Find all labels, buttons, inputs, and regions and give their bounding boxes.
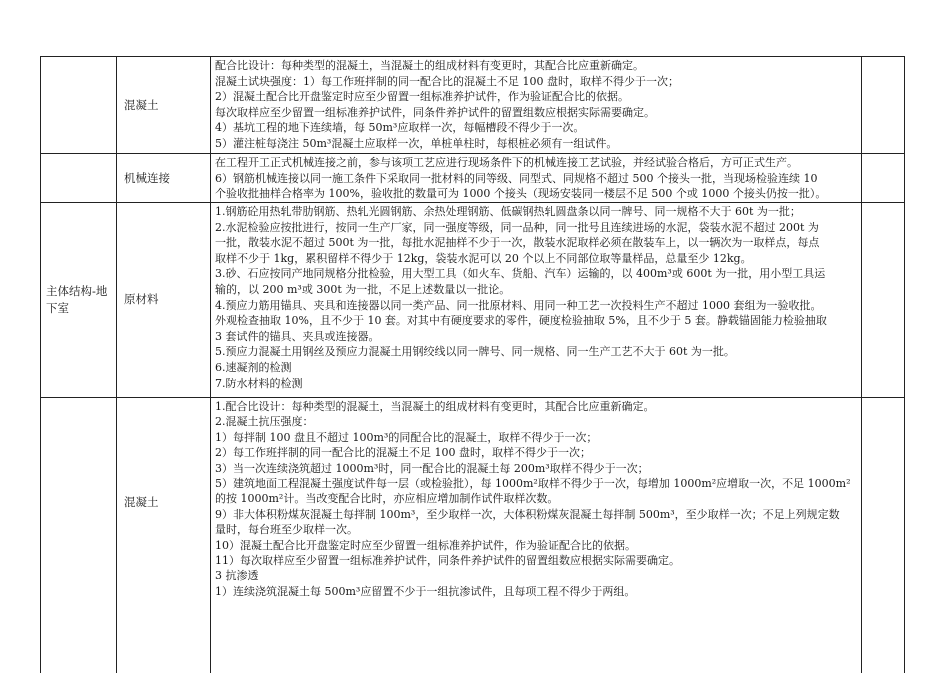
requirement-line: 一批，散装水泥不超过 500t 为一批，每批水泥抽样不少于一次，散装水泥取样必须在散装车上，以一辆次为一取样点，每点: [215, 236, 820, 250]
requirement-line: 3 套试件的锚具、夹具或连接器。: [215, 329, 380, 343]
table-row: [41, 398, 904, 673]
category-label: 混凝土: [124, 495, 159, 509]
requirement-line: 在工程开工正式机械连接之前，参与该项工艺应进行现场条件下的机械连接工艺试验，并经试验合格后，方可正式生产。: [215, 156, 798, 169]
requirement-line: 外观检查抽取 10%，且不少于 10 套。对其中有硬度要求的零件，硬度检验抽取 5%，且不少于 5 套。静载锚固能力检验抽取: [215, 314, 827, 328]
table-row: [41, 154, 904, 203]
requirement-line: 的按 1000m²计。当改变配合比时，亦应相应增加制作试件取样次数。: [215, 492, 559, 506]
requirement-line: 取样不少于 1kg，累积留样不得少于 12kg，袋装水泥可以 20 个以上不同部位取等量样品，总量至少 12kg。: [215, 251, 752, 265]
requirement-line: 输的，以 200 m³或 300t 为一批，不足上述数量以一批论。: [215, 282, 511, 296]
notes-cell: [862, 154, 902, 202]
notes-cell: [862, 57, 902, 153]
table-row: [41, 203, 904, 398]
requirement-line: 5）建筑地面工程混凝土强度试件每一层（或检验批），每 1000m²取样不得少于一次，每增加 1000m²应增取一次，不足 1000m²: [215, 477, 851, 491]
requirement-line: 配合比设计：每种类型的混凝土，当混凝土的组成材料有变更时，其配合比应重新确定。: [215, 59, 644, 72]
requirement-line: 6.速凝剂的检测: [215, 360, 292, 374]
requirement-line: 每次取样应至少留置一组标准养护试件，同条件养护试件的留置组数应根据实际需要确定。: [215, 105, 655, 119]
inspection-table: [40, 56, 905, 673]
category-cell: [117, 203, 211, 397]
category-cell: [117, 398, 211, 673]
requirements-cell: [211, 154, 862, 202]
requirement-line: 4.预应力筋用锚具、夹具和连接器以同一类产品、同一批原材料、用同一种工艺一次投料生产不超过 1000 套组为一验收批。: [215, 298, 822, 312]
requirement-line: 3）当一次连续浇筑超过 1000m³时，同一配合比的混凝土每 200m³取样不得少于一次；: [215, 461, 649, 475]
requirements-cell: [211, 398, 862, 673]
requirement-line: 量时，每台班至少取样一次。: [215, 523, 358, 537]
requirement-line: 1）每拌制 100 盘且不超过 100m³的同配合比的混凝土，取样不得少于一次；: [215, 430, 598, 444]
requirement-line: 混凝土试块强度：1）每工作班拌制的同一配合比的混凝土不足 100 盘时，取样不得少于一次；: [215, 74, 679, 88]
requirement-line: 3.砂、石应按同产地同规格分批检验，用大型工具（如火车、货船、汽车）运输的，以 400m³或 600t 为一批，用小型工具运: [215, 267, 826, 281]
table-row: [41, 57, 904, 154]
requirement-line: 1.配合比设计：每种类型的混凝土，当混凝土的组成材料有变更时，其配合比应重新确定。: [215, 400, 655, 413]
notes-cell: [862, 203, 902, 397]
category-label: 机械连接: [124, 171, 170, 185]
section-cell: [41, 57, 117, 153]
requirement-line: 7.防水材料的检测: [215, 376, 303, 390]
requirement-line: 6）钢筋机械连接以同一施工条件下采取同一批材料的同等级、同型式、同规格不超过 500 个接头一批，当现场检验连续 10: [215, 171, 818, 185]
section-label: 主体结构-地下室: [46, 284, 108, 315]
requirements-cell: [211, 57, 862, 153]
section-cell: [41, 203, 117, 397]
requirement-line: 1）连续浇筑混凝土每 500m³应留置不少于一组抗渗试件，且每项工程不得少于两组。: [215, 584, 636, 598]
category-label: 原材料: [124, 292, 159, 306]
requirement-line: 2.混凝土抗压强度：: [215, 415, 314, 429]
requirement-line: 2）混凝土配合比开盘鉴定时应至少留置一组标准养护试件，作为验证配合比的依据。: [215, 90, 629, 103]
notes-cell: [862, 398, 902, 673]
requirement-line: 5）灌注桩每浇注 50m³混凝土应取样一次，单桩单柱时，每根桩必须有一组试件。: [215, 136, 618, 150]
requirement-line: 2.水泥检验应按批进行，按同一生产厂家，同一强度等级，同一品种，同一批号且连续进场的水泥，袋装水泥不超过 200t 为: [215, 220, 819, 234]
requirement-line: 个验收批抽样合格率为 100%，验收批的数量可为 1000 个接头（现场安装同一楼层不足 500 个或 1000 个接头仍按一批）。: [215, 187, 827, 200]
requirement-line: 4）基坑工程的地下连续墙，每 50m³应取样一次，每幅槽段不得少于一次。: [215, 121, 585, 134]
section-cell: [41, 154, 117, 202]
requirement-line: 1.钢筋砼用热轧带肋钢筋、热轧光圆钢筋、余热处理钢筋、低碳钢热轧圆盘条以同一牌号、同一规格不大于 60t 为一批；: [215, 205, 801, 218]
requirement-line: 10）混凝土配合比开盘鉴定时应至少留置一组标准养护试件，作为验证配合比的依据。: [215, 538, 636, 552]
section-cell: [41, 398, 117, 673]
requirement-line: 9）非大体积粉煤灰混凝土每拌制 100m³，至少取样一次，大体积粉煤灰混凝土每拌制 500m³，至少取样一次；不足上列规定数: [215, 507, 840, 521]
requirement-line: 11）每次取样应至少留置一组标准养护试件，同条件养护试件的留置组数应根据实际需要确定。: [215, 554, 680, 568]
requirements-cell: [211, 203, 862, 397]
requirement-line: 3 抗渗透: [215, 569, 259, 583]
category-label: 混凝土: [124, 98, 159, 112]
category-cell: [117, 57, 211, 153]
category-cell: [117, 154, 211, 202]
requirement-line: 5.预应力混凝土用钢丝及预应力混凝土用钢绞线以同一牌号、同一规格、同一生产工艺不大于 60t 为一批。: [215, 345, 735, 359]
requirement-line: 2）每工作班拌制的同一配合比的混凝土不足 100 盘时，取样不得少于一次；: [215, 446, 591, 460]
